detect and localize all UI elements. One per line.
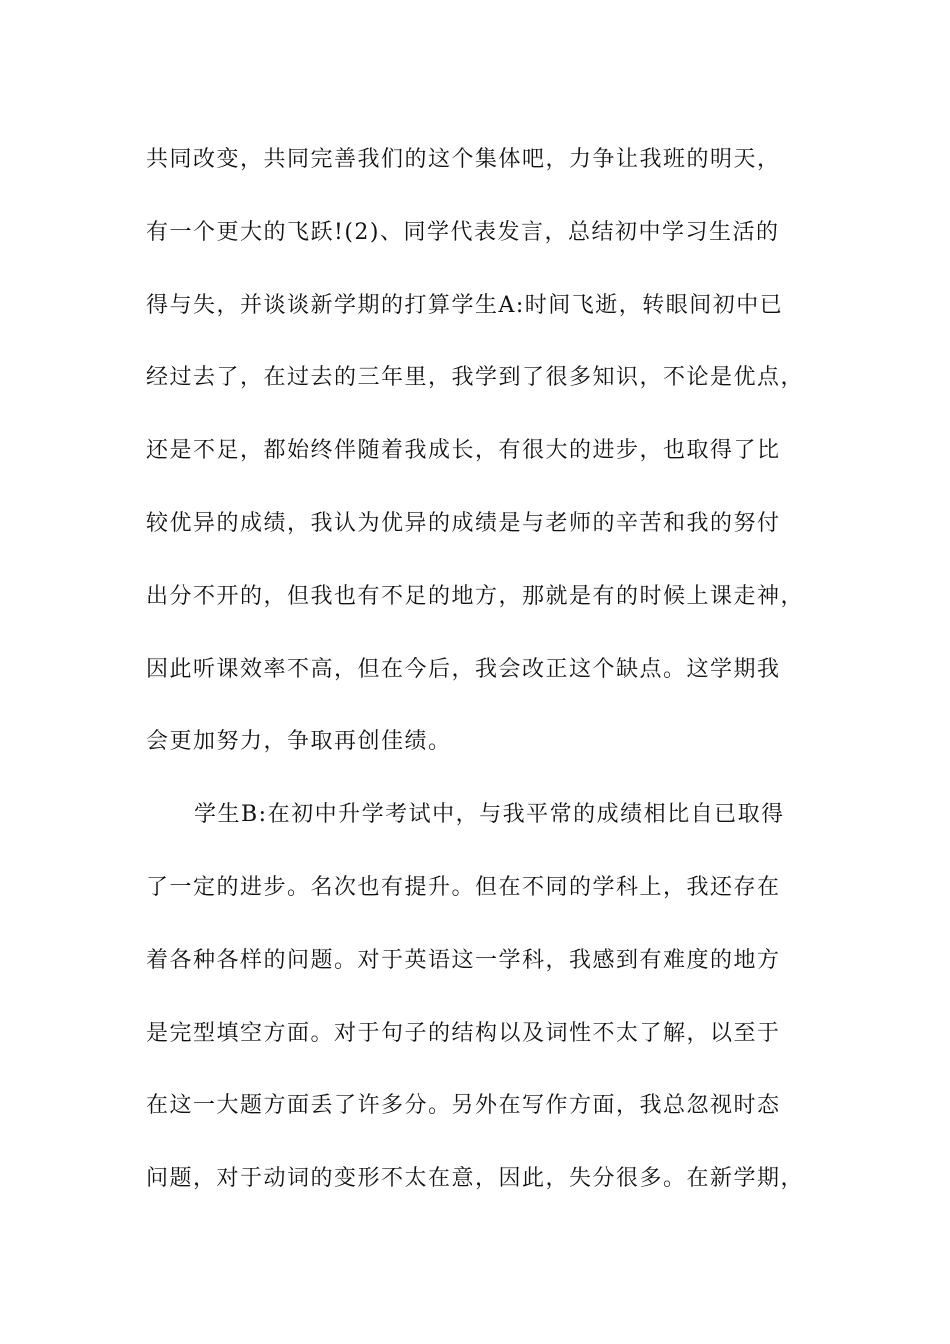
text-line: 较优异的成绩，我认为优异的成绩是与老师的辛苦和我的努付 — [146, 510, 781, 536]
text-line: 出分不开的，但我也有不足的地方，那就是有的时候上课走神， — [146, 583, 805, 609]
text-line: 有一个更大的飞跃!(2)、同学代表发言，总结初中学习生活的 — [146, 219, 780, 245]
text-line: 了一定的进步。名次也有提升。但在不同的学科上，我还存在 — [146, 874, 781, 900]
text-line: 得与失，并谈谈新学期的打算学生A:时间飞逝，转眼间初中已 — [146, 292, 784, 318]
text-line: 着各种各样的问题。对于英语这一学科，我感到有难度的地方 — [146, 947, 781, 973]
text-line: 还是不足，都始终伴随着我成长，有很大的进步，也取得了比 — [146, 438, 781, 464]
text-line: 问题，对于动词的变形不太在意，因此，失分很多。在新学期， — [146, 1166, 805, 1192]
text-line: 经过去了，在过去的三年里，我学到了很多知识，不论是优点， — [146, 365, 805, 391]
text-line: 是完型填空方面。对于句子的结构以及词性不太了解，以至于 — [146, 1020, 781, 1046]
text-line: 因此听课效率不高，但在今后，我会改正这个缺点。这学期我 — [146, 656, 781, 682]
text-line: 共同改变，共同完善我们的这个集体吧，力争让我班的明天， — [146, 147, 781, 172]
paragraph-start-line: 学生B:在初中升学考试中，与我平常的成绩相比自已取得 — [194, 802, 785, 828]
text-line: 会更加努力，争取再创佳绩。 — [146, 729, 452, 755]
body-text — [146, 124, 806, 1216]
text-line: 在这一大题方面丢了许多分。另外在写作方面，我总忽视时态 — [146, 1093, 781, 1119]
